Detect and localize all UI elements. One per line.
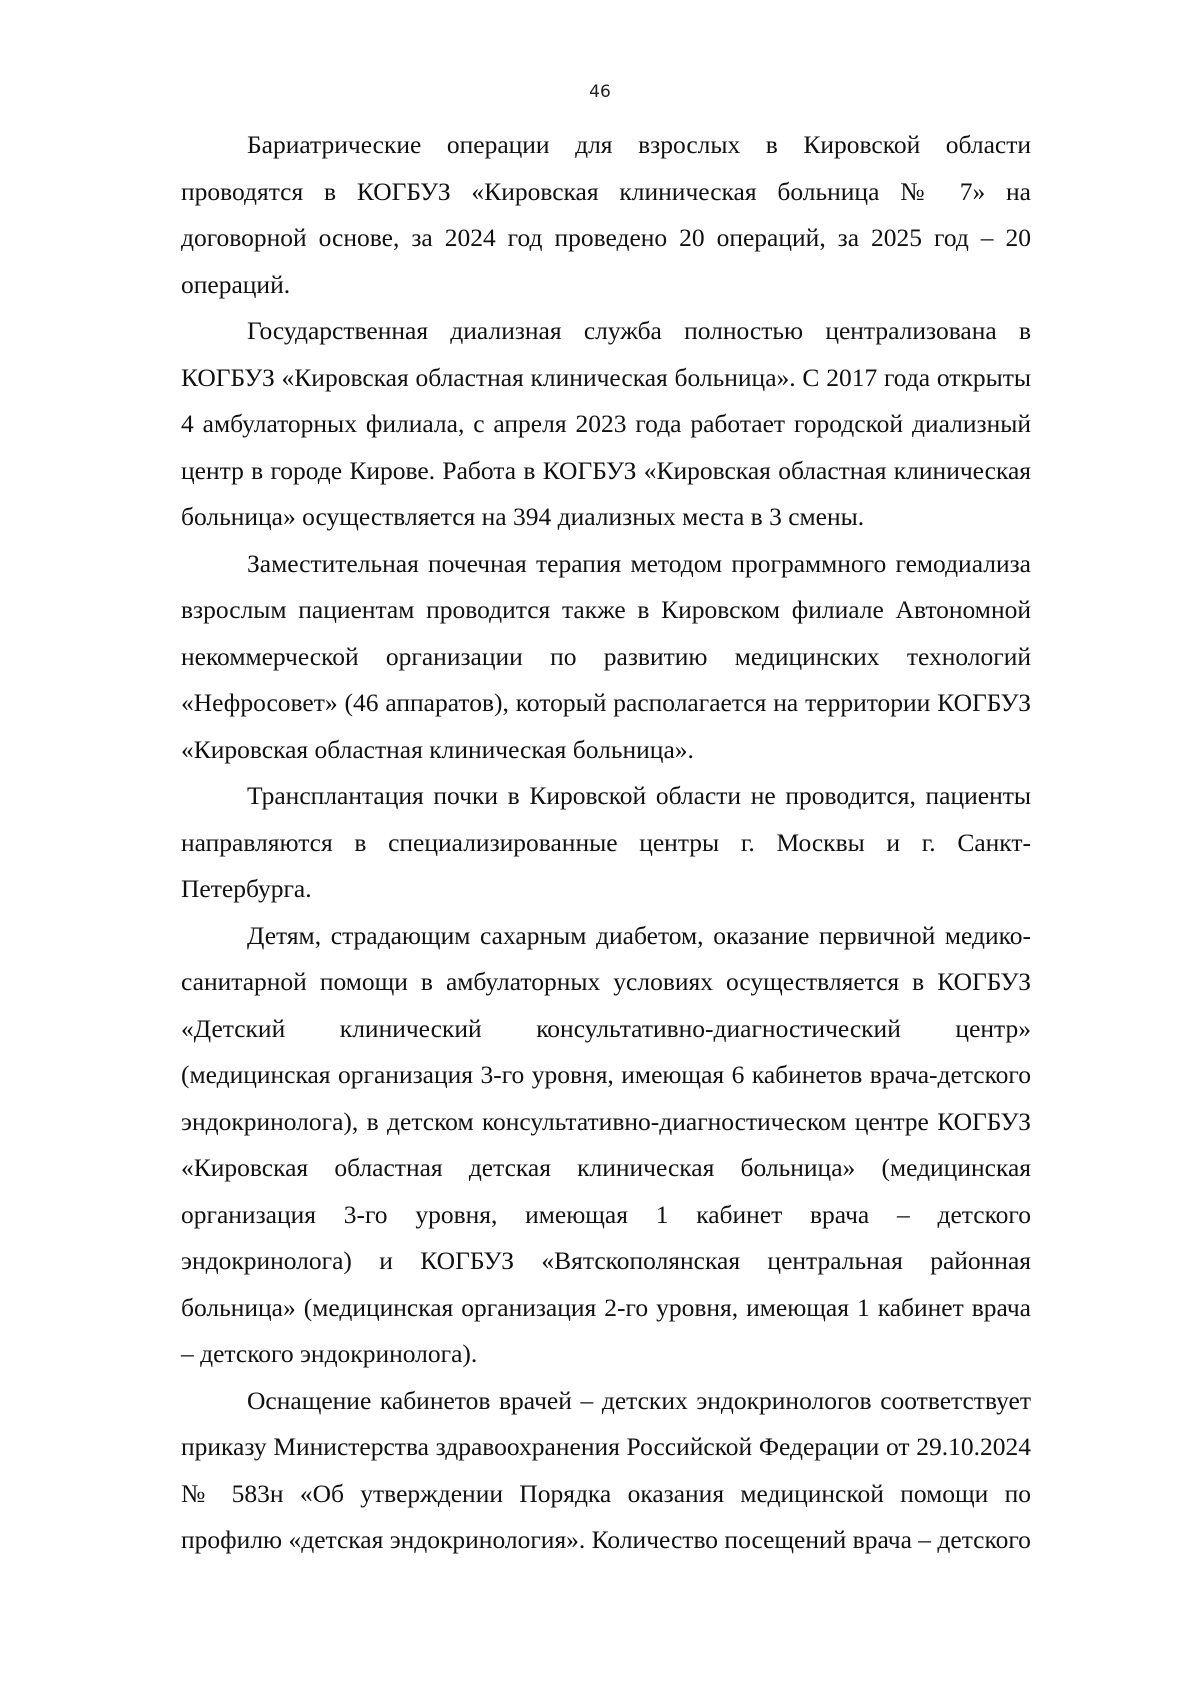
document-body (181, 122, 1031, 1564)
paragraph-kidney-transplant: Трансплантация почки в Кировской области не проводится, пациенты направляются в специализированные центры г. Москвы и г. Санкт-Петербурга. (181, 781, 1031, 903)
page-number: 46 (589, 82, 611, 102)
paragraph-endocrinology-equipment: Оснащение кабинетов врачей – детских эндокринологов соответствует приказу Министерства здравоохранения Российской Федерации от 29.10.2024 № 583н «Об утверждении Порядка оказания медицинской помощи по профилю «детская эндокринология». Количество посещений врача – детского (181, 1385, 1031, 1554)
paragraph-hemodialysis-therapy: Заместительная почечная терапия методом программного гемодиализа взрослым пациентам проводится также в Кировском филиале Автономной некоммерческой организации по развитию медицинских технологий «Нефросовет» (46 аппаратов), который располагается на территории КОГБУЗ «Кировская областная клиническая больница». (181, 548, 1031, 764)
paragraph-child-diabetes-care: Детям, страдающим сахарным диабетом, оказание первичной медико-санитарной помощи в амбулаторных условиях осуществляется в КОГБУЗ «Детский клинический консультативно-диагностический центр» (медицинская организация 3-го уровня, имеющая 6 кабинетов врача-детского эндокринолога), в детском консультативно-диагностическом центре КОГБУЗ «Кировская областная детская клиническая больница» (медицинская организация 3-го уровня, имеющая 1 кабинет врача – детского эндокринолога) и КОГБУЗ «Вятскополянская центральная районная больница» (медицинская организация 2-го уровня, имеющая 1 кабинет врача – детского эндокринолога). (181, 920, 1031, 1368)
paragraph-dialysis-service: Государственная диализная служба полностью централизована в КОГБУЗ «Кировская областная клиническая больница». С 2017 года открыты 4 амбулаторных филиала, с апреля 2023 года работает городской диализный центр в городе Кирове. Работа в КОГБУЗ «Кировская областная клиническая больница» осуществляется на 394 диализных места в 3 смены. (181, 316, 1031, 531)
paragraph-bariatric-surgery: Бариатрические операции для взрослых в Кировской области проводятся в КОГБУЗ «Кировская клиническая больница № 7» на договорной основе, за 2024 год проведено 20 операций, за 2025 год – 20 операций. (181, 130, 1031, 299)
